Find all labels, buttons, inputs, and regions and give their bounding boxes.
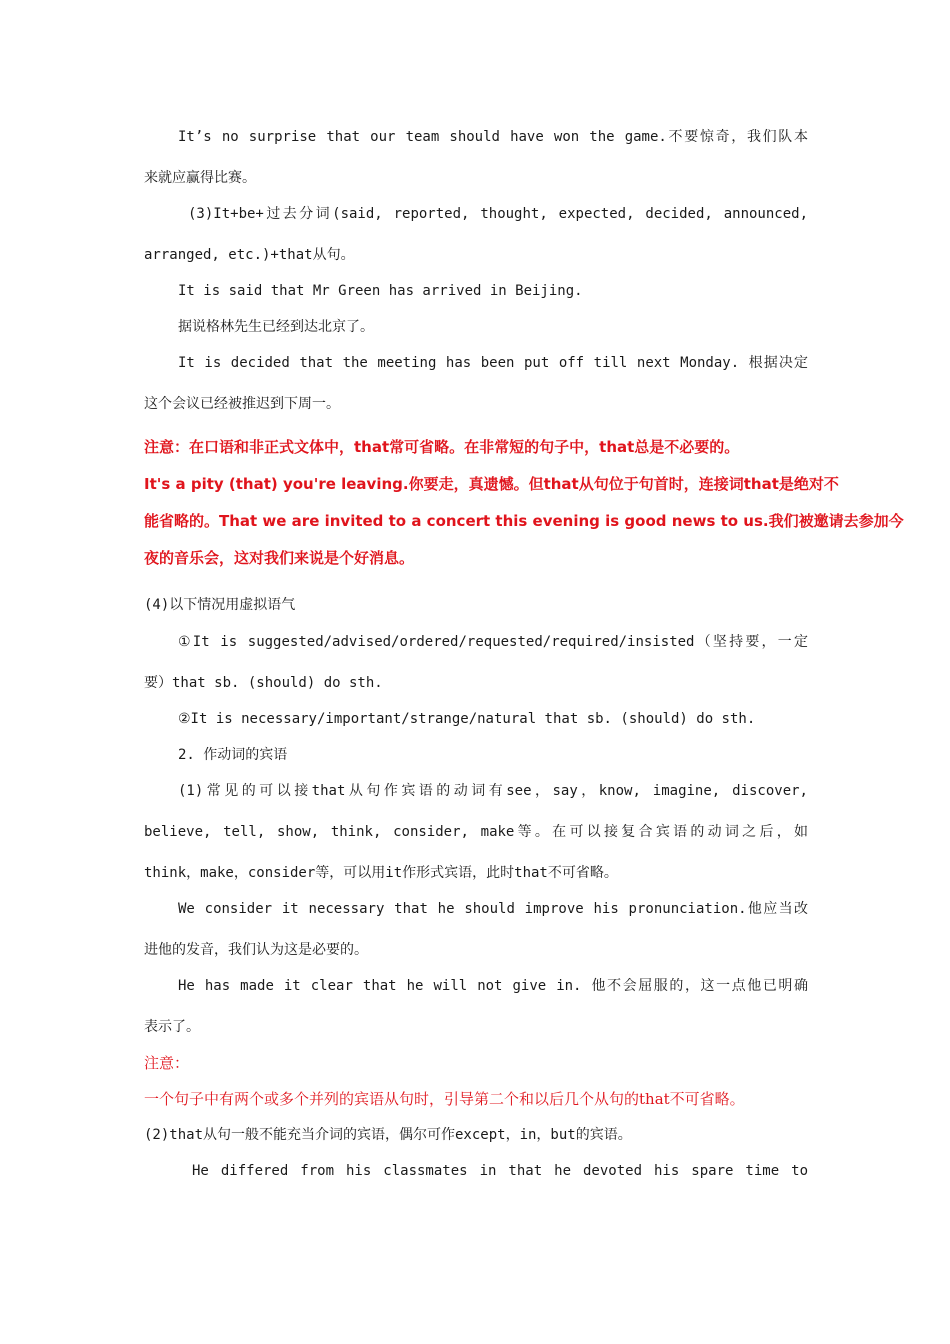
text-line: (2)that从句一般不能充当介词的宾语，偶尔可作except，in，but的宾语。: [144, 1127, 632, 1143]
note-line: 夜的音乐会，这对我们来说是个好消息。: [144, 549, 415, 567]
note-line: 能省略的。That we are invited to a concert this evening is good news to us.我们被邀请去参加今: [144, 512, 904, 530]
note-label: 注意：: [144, 1054, 190, 1072]
text-line: It’s no surprise that our team should have won the game.不要惊奇，我们队本: [178, 129, 808, 145]
note-line: 注意：在口语和非正式文体中，that常可省略。在非常短的句子中，that总是不必要的。: [144, 438, 740, 456]
text-line: 这个会议已经被推迟到下周一。: [144, 396, 340, 412]
text-line: 要）that sb. (should) do sth.: [144, 675, 383, 691]
text-line: think，make，consider等，可以用it作形式宾语，此时that不可省略。: [144, 865, 618, 881]
text-line: ②It is necessary/important/strange/natural that sb. (should) do sth.: [178, 711, 756, 727]
text-line: ①It is suggested/advised/ordered/requested/required/insisted（坚持要，一定: [178, 634, 808, 650]
text-line: (3)It+be+过去分词(said, reported, thought, expected, decided, announced,: [188, 206, 808, 222]
text-line: He has made it clear that he will not give in. 他不会屈服的，这一点他已明确: [178, 978, 808, 994]
text-line: He differed from his classmates in that he devoted his spare time to: [192, 1163, 808, 1179]
text-line: It is decided that the meeting has been put off till next Monday. 根据决定: [178, 355, 808, 371]
text-line: It is said that Mr Green has arrived in Beijing.: [178, 283, 583, 299]
text-line: believe, tell, show, think, consider, make等。在可以接复合宾语的动词之后，如: [144, 824, 808, 840]
section-heading: 2. 作动词的宾语: [178, 747, 288, 763]
text-line: arranged, etc.)+that从句。: [144, 247, 355, 263]
note-line: 一个句子中有两个或多个并列的宾语从句时，引导第二个和以后几个从句的that不可省略。: [144, 1090, 745, 1108]
text-line: (1)常见的可以接that从句作宾语的动词有see，say，know, imagine, discover,: [178, 783, 808, 799]
text-line: 表示了。: [144, 1019, 200, 1035]
text-line: We consider it necessary that he should improve his pronunciation.他应当改: [178, 901, 808, 917]
text-line: 据说格林先生已经到达北京了。: [178, 319, 374, 335]
note-line: It's a pity (that) you're leaving.你要走，真遗憾。但that从句位于句首时，连接词that是绝对不: [144, 475, 839, 493]
text-line: 来就应赢得比赛。: [144, 170, 256, 186]
section-heading: (4)以下情况用虚拟语气: [144, 597, 296, 613]
text-line: 进他的发音，我们认为这是必要的。: [144, 942, 368, 958]
